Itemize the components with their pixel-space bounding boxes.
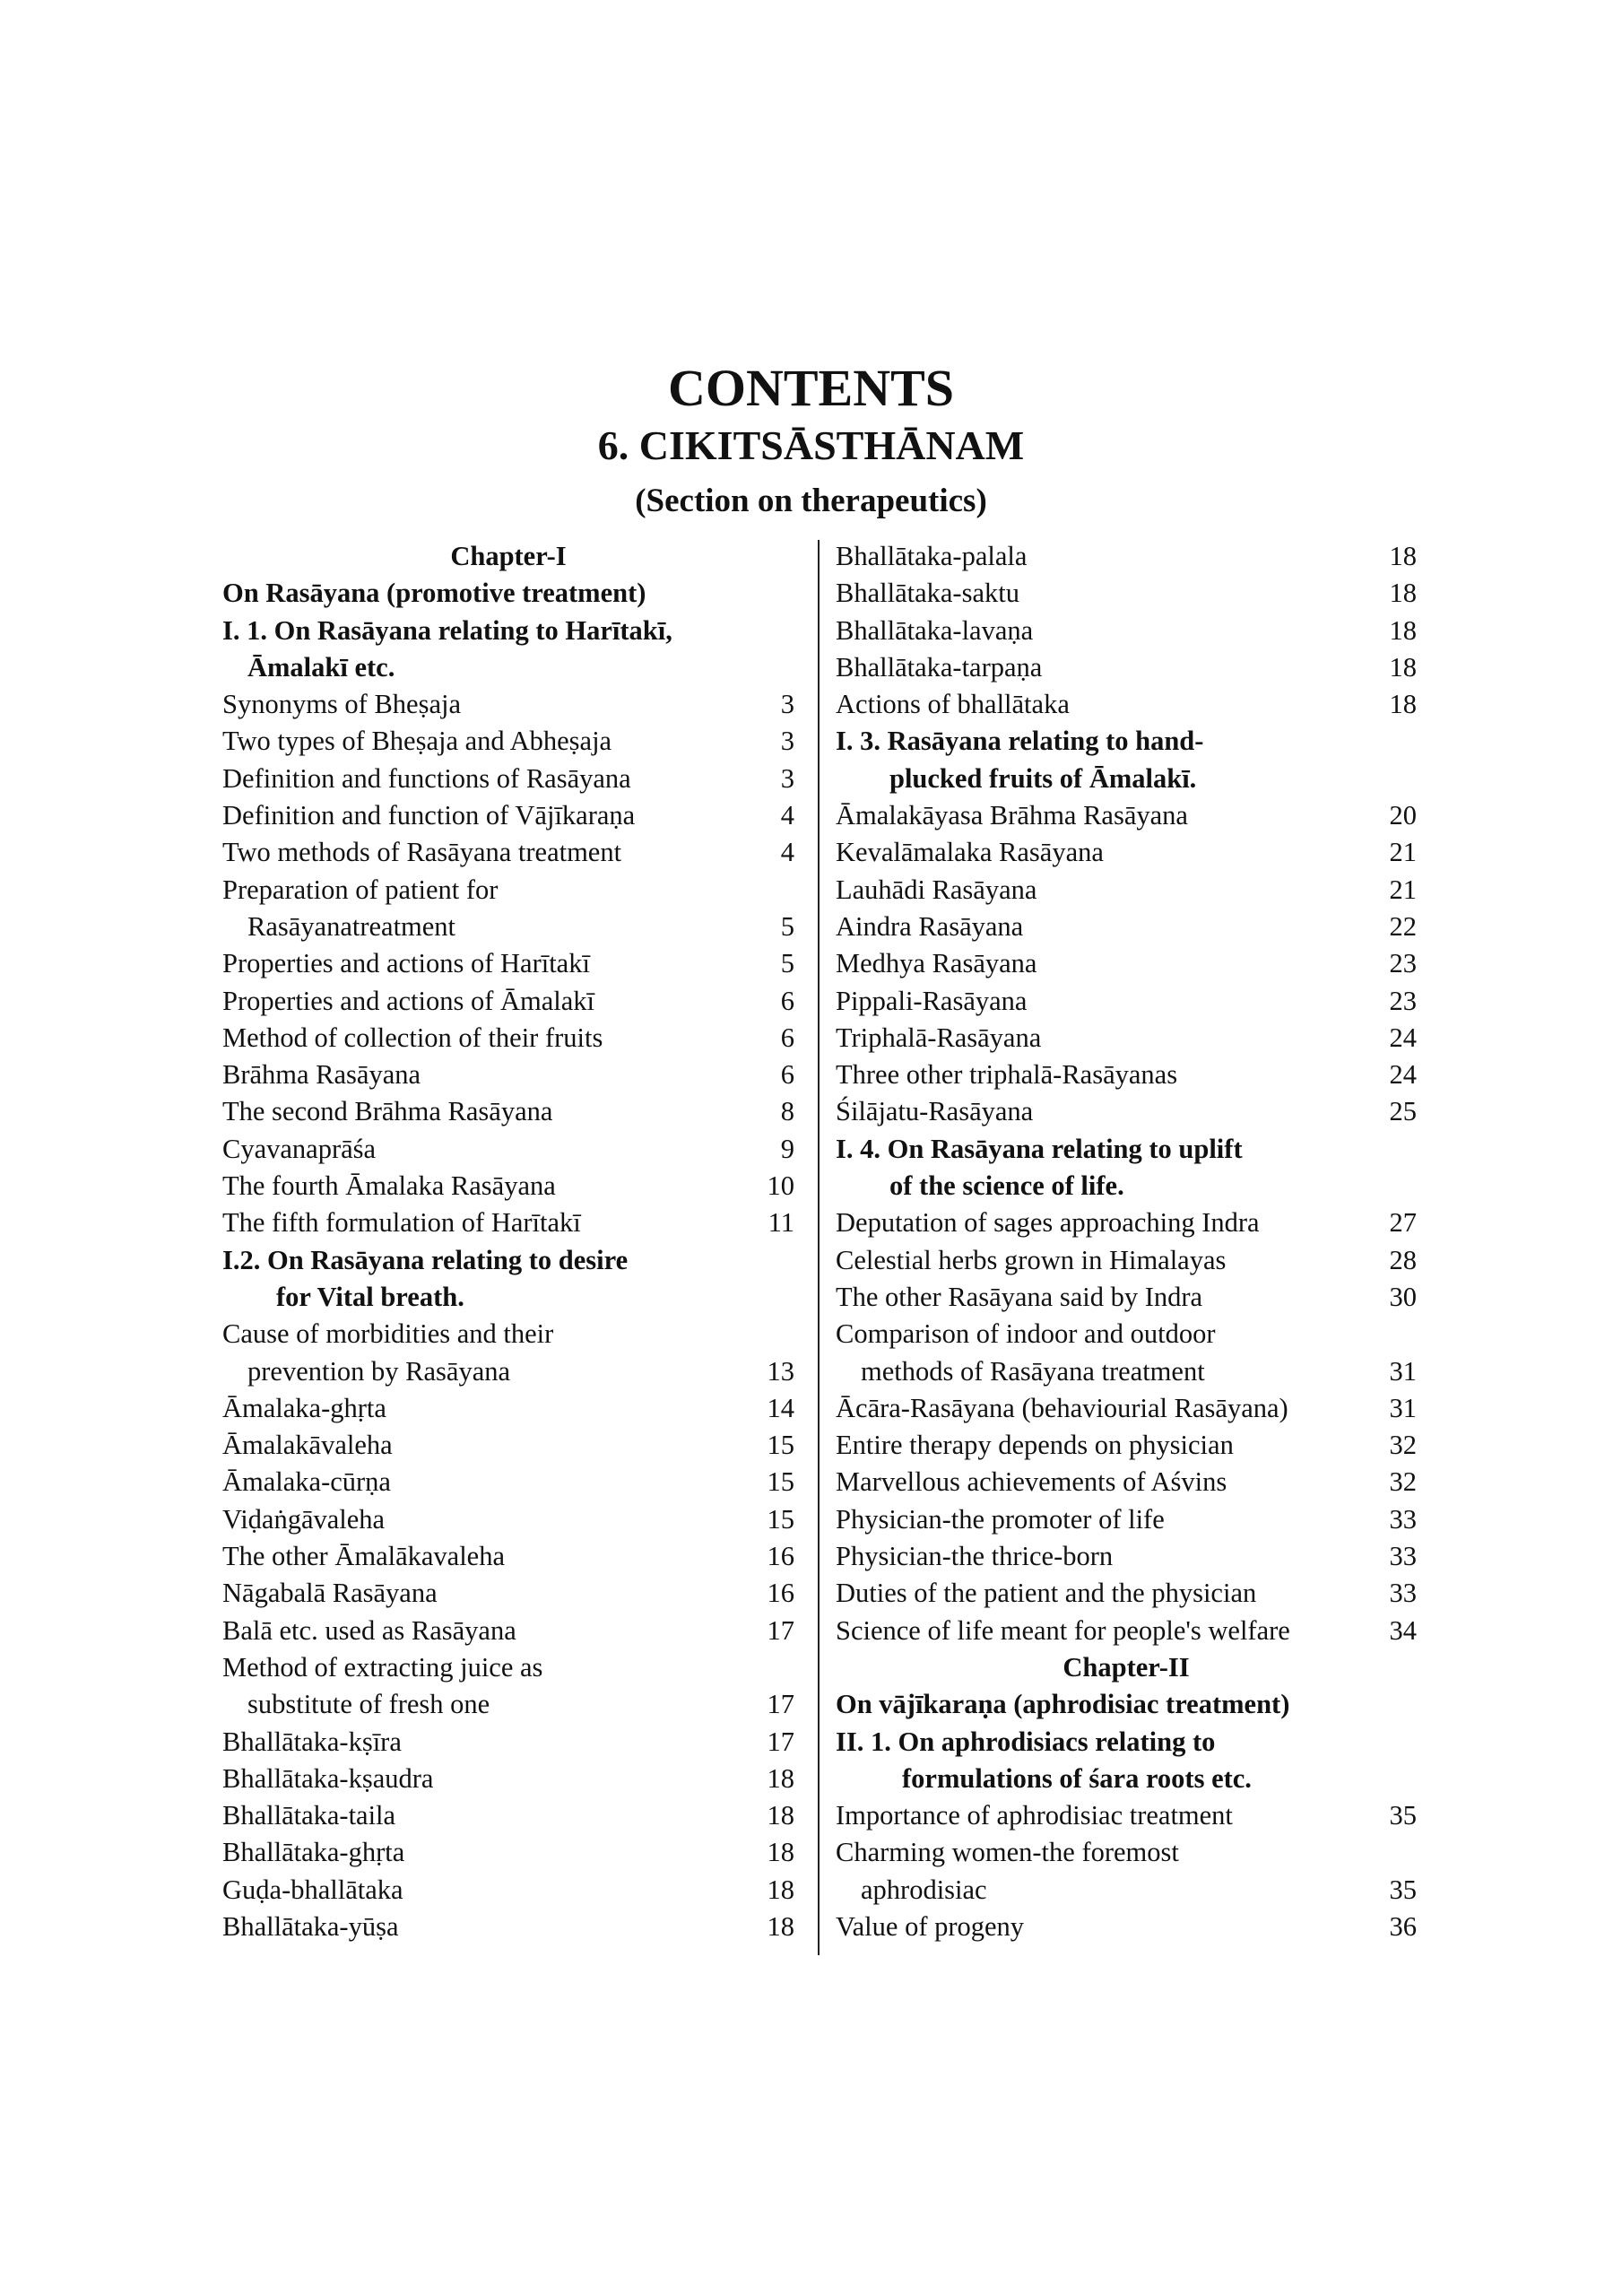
contents-heading	[222, 649, 794, 686]
page-number: 33	[1389, 1541, 1417, 1572]
contents-entry	[222, 761, 794, 797]
page-number: 15	[767, 1430, 794, 1461]
column-divider	[818, 540, 820, 1955]
page-number: 3	[780, 689, 794, 720]
page-number: 32	[1389, 1430, 1417, 1461]
entry-title: Value of progeny	[836, 1910, 1025, 1942]
entry-title: Method of collection of their fruits	[222, 1022, 603, 1053]
entry-title: Properties and actions of Harītakī	[222, 948, 590, 979]
page-number: 6	[780, 985, 794, 1016]
contents-entry	[836, 1242, 1417, 1279]
page-number: 25	[1389, 1096, 1417, 1127]
entry-title: Definition and function of Vājīkaraṇa	[222, 800, 636, 831]
entry-title: Nāgabalā Rasāyana	[222, 1578, 438, 1609]
contents-entry	[836, 1909, 1417, 1945]
page-title: CONTENTS	[667, 359, 955, 417]
entry-title: I.2. On Rasāyana relating to desire	[222, 1244, 629, 1275]
entry-title: of the science of life.	[889, 1170, 1124, 1202]
page-number: 10	[767, 1170, 794, 1202]
contents-entry	[836, 1020, 1417, 1057]
entry-title: Properties and actions of Āmalakī	[222, 985, 595, 1016]
contents-entry	[836, 1613, 1417, 1649]
contents-entry	[836, 797, 1417, 834]
page-number: 16	[767, 1541, 794, 1572]
contents-heading	[836, 1761, 1417, 1797]
contents-entry	[222, 1316, 794, 1352]
entry-title: Entire therapy depends on physician	[836, 1430, 1234, 1461]
contents-entry	[222, 1575, 794, 1612]
contents-heading	[222, 538, 794, 575]
entry-title: Duties of the patient and the physician	[836, 1578, 1257, 1609]
entry-title: Three other triphalā-Rasāyanas	[836, 1059, 1178, 1091]
section-subtitle: (Section on therapeutics)	[635, 483, 987, 519]
entry-title: Physician-the thrice-born	[836, 1541, 1114, 1572]
contents-entry	[222, 686, 794, 723]
entry-title: The other Rasāyana said by Indra	[836, 1281, 1203, 1312]
page-number: 17	[767, 1689, 794, 1720]
entry-title: Actions of bhallātaka	[836, 689, 1070, 720]
contents-heading	[222, 1242, 794, 1279]
entry-title: aphrodisiac	[861, 1874, 987, 1905]
page-number: 28	[1389, 1244, 1417, 1275]
entry-title: plucked fruits of Āmalakī.	[889, 762, 1197, 794]
contents-entry	[222, 723, 794, 760]
entry-title: Guḍa-bhallātaka	[222, 1874, 403, 1905]
page-number: 31	[1389, 1355, 1417, 1387]
contents-entry	[222, 1168, 794, 1205]
contents-entry	[222, 1390, 794, 1427]
contents-heading	[836, 723, 1417, 760]
entry-title: Two types of Bheṣaja and Abheṣaja	[222, 726, 612, 757]
entry-title: Bhallātaka-lavaṇa	[836, 614, 1034, 646]
entry-title: Pippali-Rasāyana	[836, 985, 1028, 1016]
entry-title: Bhallātaka-kṣaudra	[222, 1762, 434, 1794]
page-number: 15	[767, 1466, 794, 1498]
entry-title: Definition and functions of Rasāyana	[222, 762, 631, 794]
contents-entry	[836, 575, 1417, 612]
contents-entry	[222, 1797, 794, 1834]
entry-title: Balā etc. used as Rasāyana	[222, 1614, 516, 1646]
entry-title: Viḍaṅgāvaleha	[222, 1503, 386, 1535]
contents-heading	[222, 613, 794, 649]
contents-entry	[836, 909, 1417, 945]
page-number: 14	[767, 1392, 794, 1423]
contents-entry	[836, 1353, 1417, 1390]
page-number: 18	[1389, 541, 1417, 571]
page-number: 31	[1389, 1392, 1417, 1423]
page-number: 3	[780, 762, 794, 794]
page-number: 16	[767, 1578, 794, 1609]
contents-entry	[222, 1020, 794, 1057]
contents-entry	[836, 1834, 1417, 1871]
entry-title: prevention by Rasāyana	[247, 1355, 511, 1387]
contents-entry	[836, 1093, 1417, 1130]
contents-entry	[836, 686, 1417, 723]
contents-entry	[222, 797, 794, 834]
entry-title: Kevalāmalaka Rasāyana	[836, 837, 1104, 868]
page-number: 33	[1389, 1578, 1417, 1609]
contents-entry	[836, 538, 1417, 575]
page-number: 17	[767, 1726, 794, 1757]
contents-entry	[836, 1538, 1417, 1575]
entry-title: methods of Rasāyana treatment	[861, 1355, 1205, 1387]
contents-entry	[836, 1464, 1417, 1500]
page-number: 22	[1389, 910, 1417, 942]
entry-title: Bhallātaka-saktu	[836, 578, 1019, 609]
contents-heading	[222, 575, 794, 612]
contents-entry	[222, 1909, 794, 1945]
page-number: 27	[1389, 1207, 1417, 1239]
contents-entry	[222, 945, 794, 982]
contents-left-column	[222, 538, 794, 1945]
contents-entry	[222, 1131, 794, 1168]
entry-title: The other Āmalākavaleha	[222, 1541, 506, 1572]
contents-heading	[836, 1686, 1417, 1723]
contents-right-column	[836, 538, 1417, 1945]
contents-entry	[222, 1761, 794, 1797]
entry-title: Triphalā-Rasāyana	[836, 1022, 1042, 1053]
contents-entry	[836, 1316, 1417, 1352]
contents-entry	[222, 1501, 794, 1538]
entry-title: I. 3. Rasāyana relating to hand-	[836, 726, 1204, 757]
page-number: 5	[780, 910, 794, 942]
contents-heading	[836, 1131, 1417, 1168]
page-number: 24	[1389, 1022, 1417, 1053]
entry-title: II. 1. On aphrodisiacs relating to	[836, 1726, 1216, 1757]
contents-entry	[222, 1686, 794, 1723]
contents-entry	[836, 1279, 1417, 1316]
entry-title: The second Brāhma Rasāyana	[222, 1096, 553, 1127]
entry-title: Ācāra-Rasāyana (behaviourial Rasāyana)	[836, 1392, 1288, 1423]
contents-entry	[222, 1093, 794, 1130]
page-number: 18	[767, 1910, 794, 1942]
entry-title: formulations of śara roots etc.	[902, 1762, 1252, 1794]
contents-heading	[836, 1649, 1417, 1686]
page-number: 18	[1389, 651, 1417, 683]
contents-entry	[222, 983, 794, 1020]
entry-title: Science of life meant for people's welfare	[836, 1614, 1290, 1646]
entry-title: Bhallātaka-tarpaṇa	[836, 651, 1043, 683]
contents-entry	[836, 1057, 1417, 1093]
page-number: 35	[1389, 1800, 1417, 1831]
contents-heading	[836, 1168, 1417, 1205]
entry-title: Charming women-the foremost	[836, 1837, 1179, 1868]
contents-entry	[222, 1724, 794, 1761]
entry-title: Method of extracting juice as	[222, 1651, 543, 1683]
page-number: 11	[768, 1207, 794, 1239]
entry-title: Deputation of sages approaching Indra	[836, 1207, 1260, 1239]
page-number: 23	[1389, 985, 1417, 1016]
page-number: 18	[1389, 689, 1417, 720]
contents-entry	[222, 1834, 794, 1871]
entry-title: Brāhma Rasāyana	[222, 1059, 421, 1091]
entry-title: Āmalaka-ghṛta	[222, 1392, 386, 1423]
page-number: 21	[1389, 874, 1417, 905]
contents-entry	[836, 1205, 1417, 1241]
page-number: 35	[1389, 1874, 1417, 1905]
contents-entry	[836, 1575, 1417, 1612]
page-number: 30	[1389, 1281, 1417, 1312]
page-number: 6	[780, 1059, 794, 1091]
contents-entry	[222, 1057, 794, 1093]
page-number: 18	[767, 1874, 794, 1905]
page-number: 18	[767, 1800, 794, 1831]
entry-title: Celestial herbs grown in Himalayas	[836, 1244, 1227, 1275]
entry-title: I. 4. On Rasāyana relating to uplift	[836, 1133, 1243, 1164]
contents-entry	[836, 945, 1417, 982]
entry-title: Śilājatu-Rasāyana	[836, 1096, 1034, 1127]
page-number: 4	[780, 837, 794, 868]
contents-entry	[836, 649, 1417, 686]
contents-entry	[222, 909, 794, 945]
page-number: 17	[767, 1614, 794, 1646]
entry-title: Bhallātaka-taila	[222, 1800, 396, 1831]
entry-title: Āmalakī etc.	[247, 651, 395, 683]
contents-heading	[222, 1279, 794, 1316]
page-number: 5	[780, 948, 794, 979]
page-number: 8	[780, 1096, 794, 1127]
entry-title: Āmalakāyasa Brāhma Rasāyana	[836, 800, 1188, 831]
contents-entry	[222, 1205, 794, 1241]
section-title: 6. CIKITSĀSTHĀNAM	[597, 422, 1025, 468]
page-number: 18	[1389, 614, 1417, 646]
page-number: 15	[767, 1503, 794, 1535]
page-number: 18	[767, 1762, 794, 1794]
contents-entry	[222, 1353, 794, 1390]
entry-title: Bhallātaka-kṣīra	[222, 1726, 402, 1757]
entry-title: for Vital breath.	[276, 1281, 464, 1312]
entry-title: Physician-the promoter of life	[836, 1503, 1165, 1535]
contents-entry	[222, 1613, 794, 1649]
contents-heading	[836, 1724, 1417, 1761]
contents-heading	[836, 761, 1417, 797]
entry-title: On Rasāyana (promotive treatment)	[222, 578, 646, 609]
entry-title: On vājīkaraṇa (aphrodisiac treatment)	[836, 1689, 1290, 1720]
contents-entry	[836, 983, 1417, 1020]
page-number: 6	[780, 1022, 794, 1053]
page-number: 9	[780, 1133, 794, 1164]
contents-entry	[836, 1872, 1417, 1909]
contents-entry	[222, 834, 794, 871]
entry-title: Bhallātaka-palala	[836, 541, 1028, 571]
entry-title: Rasāyanatreatment	[247, 910, 456, 942]
page-number: 23	[1389, 948, 1417, 979]
contents-entry	[222, 1427, 794, 1464]
contents-entry	[836, 1501, 1417, 1538]
page-number: 18	[767, 1837, 794, 1868]
entry-title: I. 1. On Rasāyana relating to Harītakī,	[222, 614, 672, 646]
page-number: 20	[1389, 800, 1417, 831]
contents-entry	[836, 1390, 1417, 1427]
contents-entry	[836, 834, 1417, 871]
contents-entry	[836, 613, 1417, 649]
entry-title: Marvellous achievements of Aśvins	[836, 1466, 1227, 1498]
entry-title: The fourth Āmalaka Rasāyana	[222, 1170, 556, 1202]
entry-title: Synonyms of Bheṣaja	[222, 689, 462, 720]
contents-entry	[836, 1427, 1417, 1464]
page-number: 32	[1389, 1466, 1417, 1498]
entry-title: The fifth formulation of Harītakī	[222, 1207, 581, 1239]
entry-title: Āmalaka-cūrṇa	[222, 1466, 391, 1498]
entry-title: Two methods of Rasāyana treatment	[222, 837, 622, 868]
page-number: 13	[767, 1355, 794, 1387]
page-number: 21	[1389, 837, 1417, 868]
entry-title: Chapter-II	[1063, 1651, 1190, 1683]
page-number: 3	[780, 726, 794, 757]
page-number: 33	[1389, 1503, 1417, 1535]
entry-title: Preparation of patient for	[222, 874, 499, 905]
entry-title: Importance of aphrodisiac treatment	[836, 1800, 1233, 1831]
contents-entry	[836, 1797, 1417, 1834]
contents-entry	[222, 1649, 794, 1686]
entry-title: Chapter-I	[450, 541, 567, 571]
entry-title: Aindra Rasāyana	[836, 910, 1024, 942]
entry-title: Cyavanaprāśa	[222, 1133, 377, 1164]
entry-title: Bhallātaka-yūṣa	[222, 1910, 399, 1942]
contents-entry	[222, 872, 794, 909]
page-number: 34	[1389, 1614, 1417, 1646]
entry-title: Āmalakāvaleha	[222, 1430, 393, 1461]
contents-entry	[222, 1872, 794, 1909]
page-number: 36	[1389, 1910, 1417, 1942]
entry-title: substitute of fresh one	[247, 1689, 490, 1720]
entry-title: Lauhādi Rasāyana	[836, 874, 1037, 905]
entry-title: Cause of morbidities and their	[222, 1318, 554, 1350]
entry-title: Medhya Rasāyana	[836, 948, 1037, 979]
page-number: 4	[780, 800, 794, 831]
contents-entry	[222, 1538, 794, 1575]
page-number: 24	[1389, 1059, 1417, 1091]
contents-entry	[222, 1464, 794, 1500]
page-number: 18	[1389, 578, 1417, 609]
entry-title: Bhallātaka-ghṛta	[222, 1837, 405, 1868]
contents-entry	[836, 872, 1417, 909]
entry-title: Comparison of indoor and outdoor	[836, 1318, 1216, 1350]
